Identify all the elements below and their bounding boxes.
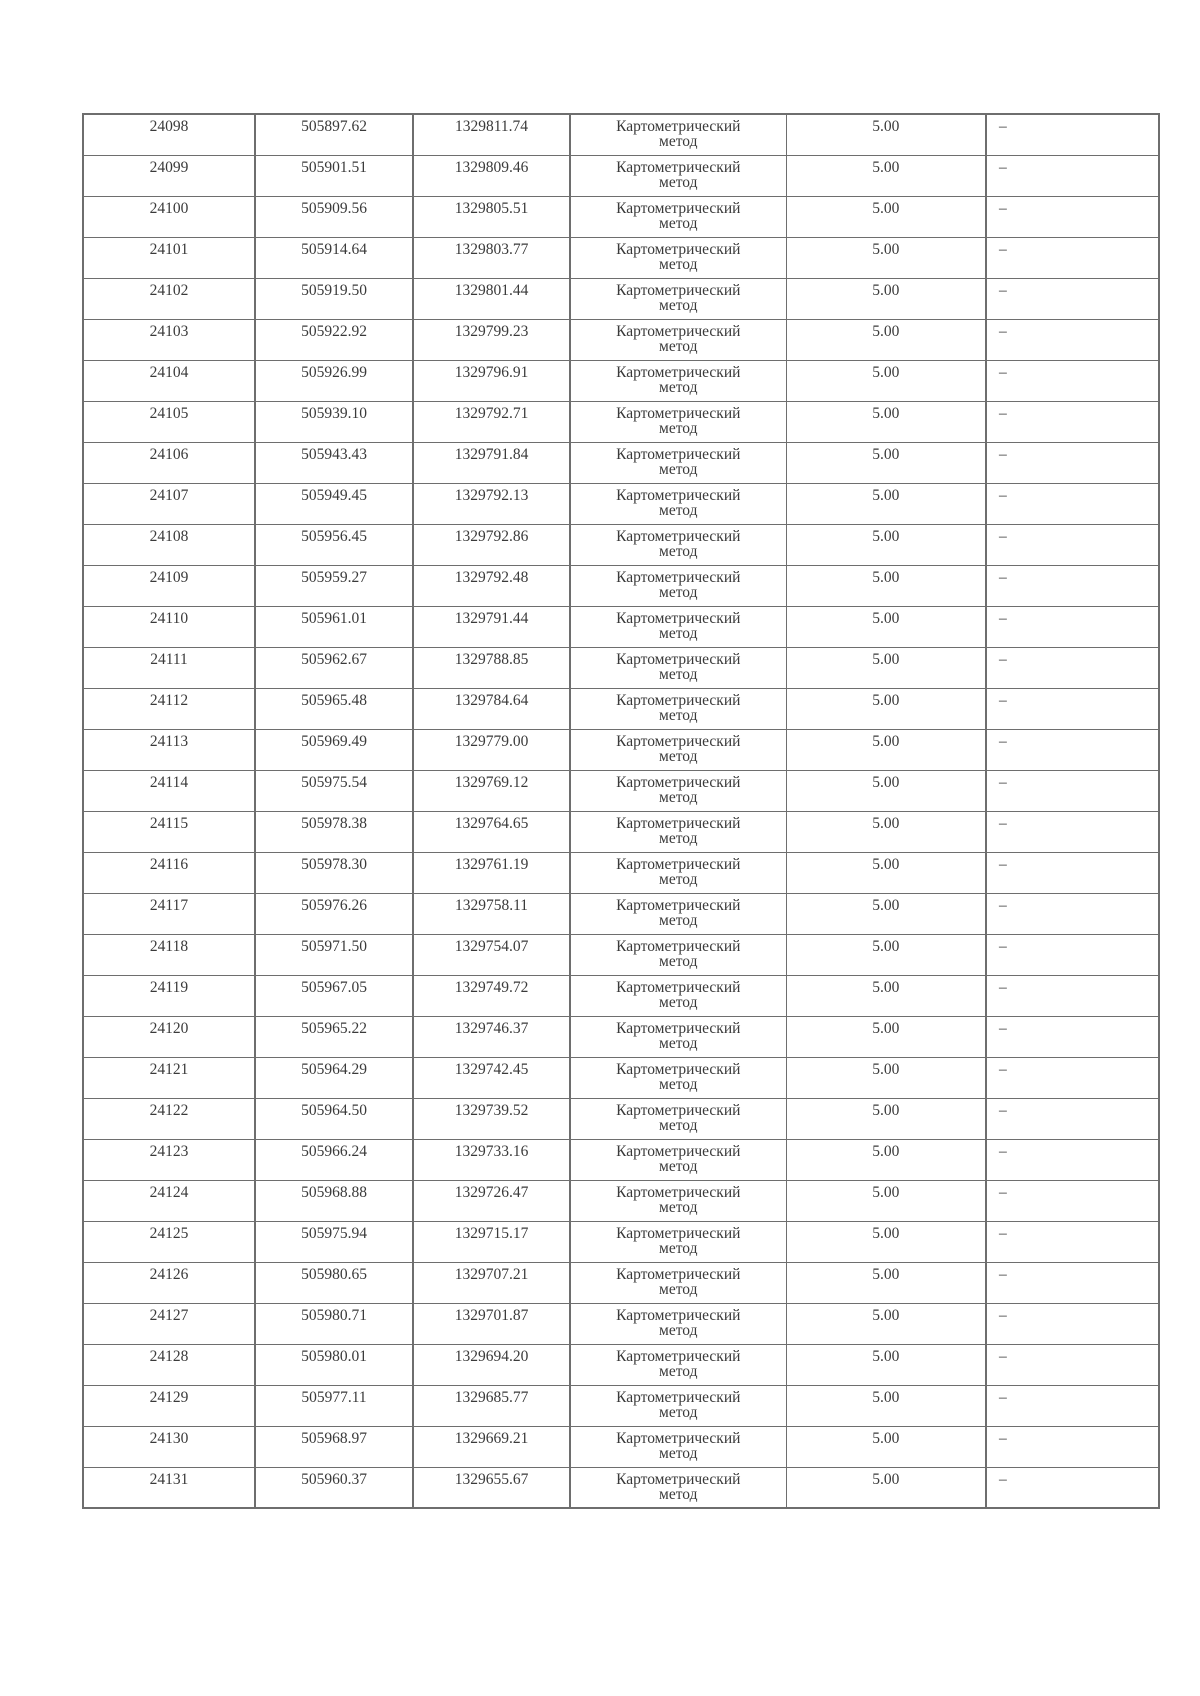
description-cell: –: [986, 934, 1159, 975]
description-cell: –: [986, 893, 1159, 934]
point-number-cell: 24107: [83, 483, 255, 524]
x-coordinate-cell: 505968.97: [255, 1426, 413, 1467]
x-coordinate-cell: 505926.99: [255, 360, 413, 401]
y-coordinate-cell: 1329811.74: [413, 114, 570, 155]
description-cell: –: [986, 688, 1159, 729]
table-row: [83, 114, 1159, 155]
coordinates-table: [82, 113, 1160, 1509]
y-coordinate-cell: 1329792.48: [413, 565, 570, 606]
table-row: [83, 1057, 1159, 1098]
table-row: [83, 319, 1159, 360]
x-coordinate-cell: 505980.01: [255, 1344, 413, 1385]
accuracy-cell: 5.00: [786, 1303, 986, 1344]
method-cell: Картометрический метод: [570, 237, 786, 278]
y-coordinate-cell: 1329809.46: [413, 155, 570, 196]
description-cell: –: [986, 401, 1159, 442]
point-number-cell: 24101: [83, 237, 255, 278]
description-cell: –: [986, 114, 1159, 155]
point-number-cell: 24114: [83, 770, 255, 811]
accuracy-cell: 5.00: [786, 811, 986, 852]
description-cell: –: [986, 278, 1159, 319]
accuracy-cell: 5.00: [786, 688, 986, 729]
accuracy-cell: 5.00: [786, 114, 986, 155]
x-coordinate-cell: 505975.54: [255, 770, 413, 811]
method-cell: Картометрический метод: [570, 975, 786, 1016]
accuracy-cell: 5.00: [786, 1057, 986, 1098]
x-coordinate-cell: 505964.50: [255, 1098, 413, 1139]
x-coordinate-cell: 505901.51: [255, 155, 413, 196]
accuracy-cell: 5.00: [786, 155, 986, 196]
y-coordinate-cell: 1329801.44: [413, 278, 570, 319]
y-coordinate-cell: 1329669.21: [413, 1426, 570, 1467]
x-coordinate-cell: 505967.05: [255, 975, 413, 1016]
y-coordinate-cell: 1329799.23: [413, 319, 570, 360]
table-row: [83, 1221, 1159, 1262]
accuracy-cell: 5.00: [786, 278, 986, 319]
accuracy-cell: 5.00: [786, 1016, 986, 1057]
description-cell: –: [986, 524, 1159, 565]
y-coordinate-cell: 1329784.64: [413, 688, 570, 729]
table-row: [83, 852, 1159, 893]
description-cell: –: [986, 196, 1159, 237]
description-cell: –: [986, 155, 1159, 196]
description-cell: –: [986, 1057, 1159, 1098]
y-coordinate-cell: 1329733.16: [413, 1139, 570, 1180]
point-number-cell: 24122: [83, 1098, 255, 1139]
x-coordinate-cell: 505977.11: [255, 1385, 413, 1426]
table-row: [83, 360, 1159, 401]
point-number-cell: 24125: [83, 1221, 255, 1262]
x-coordinate-cell: 505968.88: [255, 1180, 413, 1221]
x-coordinate-cell: 505965.22: [255, 1016, 413, 1057]
x-coordinate-cell: 505971.50: [255, 934, 413, 975]
method-cell: Картометрический метод: [570, 1016, 786, 1057]
method-cell: Картометрический метод: [570, 729, 786, 770]
point-number-cell: 24121: [83, 1057, 255, 1098]
accuracy-cell: 5.00: [786, 524, 986, 565]
table-row: [83, 647, 1159, 688]
y-coordinate-cell: 1329754.07: [413, 934, 570, 975]
x-coordinate-cell: 505949.45: [255, 483, 413, 524]
point-number-cell: 24116: [83, 852, 255, 893]
x-coordinate-cell: 505914.64: [255, 237, 413, 278]
point-number-cell: 24128: [83, 1344, 255, 1385]
table-row: [83, 196, 1159, 237]
table-row: [83, 893, 1159, 934]
method-cell: Картометрический метод: [570, 1303, 786, 1344]
description-cell: –: [986, 1139, 1159, 1180]
accuracy-cell: 5.00: [786, 647, 986, 688]
table-row: [83, 606, 1159, 647]
method-cell: Картометрический метод: [570, 893, 786, 934]
coordinates-table-body: [83, 114, 1159, 1508]
description-cell: –: [986, 811, 1159, 852]
description-cell: –: [986, 360, 1159, 401]
accuracy-cell: 5.00: [786, 606, 986, 647]
method-cell: Картометрический метод: [570, 319, 786, 360]
description-cell: –: [986, 770, 1159, 811]
table-row: [83, 155, 1159, 196]
method-cell: Картометрический метод: [570, 1344, 786, 1385]
method-cell: Картометрический метод: [570, 1139, 786, 1180]
method-cell: Картометрический метод: [570, 811, 786, 852]
point-number-cell: 24123: [83, 1139, 255, 1180]
x-coordinate-cell: 505909.56: [255, 196, 413, 237]
table-row: [83, 1426, 1159, 1467]
x-coordinate-cell: 505962.67: [255, 647, 413, 688]
table-row: [83, 278, 1159, 319]
table-row: [83, 524, 1159, 565]
description-cell: –: [986, 975, 1159, 1016]
point-number-cell: 24111: [83, 647, 255, 688]
method-cell: Картометрический метод: [570, 483, 786, 524]
method-cell: Картометрический метод: [570, 1385, 786, 1426]
method-cell: Картометрический метод: [570, 1467, 786, 1508]
point-number-cell: 24098: [83, 114, 255, 155]
x-coordinate-cell: 505980.65: [255, 1262, 413, 1303]
method-cell: Картометрический метод: [570, 278, 786, 319]
table-row: [83, 237, 1159, 278]
method-cell: Картометрический метод: [570, 401, 786, 442]
accuracy-cell: 5.00: [786, 770, 986, 811]
y-coordinate-cell: 1329764.65: [413, 811, 570, 852]
accuracy-cell: 5.00: [786, 934, 986, 975]
table-row: [83, 1467, 1159, 1508]
accuracy-cell: 5.00: [786, 852, 986, 893]
point-number-cell: 24118: [83, 934, 255, 975]
description-cell: –: [986, 319, 1159, 360]
point-number-cell: 24104: [83, 360, 255, 401]
method-cell: Картометрический метод: [570, 770, 786, 811]
x-coordinate-cell: 505943.43: [255, 442, 413, 483]
accuracy-cell: 5.00: [786, 1262, 986, 1303]
y-coordinate-cell: 1329701.87: [413, 1303, 570, 1344]
y-coordinate-cell: 1329805.51: [413, 196, 570, 237]
x-coordinate-cell: 505965.48: [255, 688, 413, 729]
y-coordinate-cell: 1329758.11: [413, 893, 570, 934]
x-coordinate-cell: 505959.27: [255, 565, 413, 606]
point-number-cell: 24120: [83, 1016, 255, 1057]
description-cell: –: [986, 1221, 1159, 1262]
x-coordinate-cell: 505922.92: [255, 319, 413, 360]
description-cell: –: [986, 1303, 1159, 1344]
x-coordinate-cell: 505919.50: [255, 278, 413, 319]
y-coordinate-cell: 1329749.72: [413, 975, 570, 1016]
accuracy-cell: 5.00: [786, 1385, 986, 1426]
accuracy-cell: 5.00: [786, 1180, 986, 1221]
y-coordinate-cell: 1329796.91: [413, 360, 570, 401]
accuracy-cell: 5.00: [786, 1344, 986, 1385]
x-coordinate-cell: 505897.62: [255, 114, 413, 155]
y-coordinate-cell: 1329746.37: [413, 1016, 570, 1057]
y-coordinate-cell: 1329769.12: [413, 770, 570, 811]
x-coordinate-cell: 505964.29: [255, 1057, 413, 1098]
method-cell: Картометрический метод: [570, 196, 786, 237]
point-number-cell: 24117: [83, 893, 255, 934]
point-number-cell: 24103: [83, 319, 255, 360]
method-cell: Картометрический метод: [570, 1180, 786, 1221]
y-coordinate-cell: 1329788.85: [413, 647, 570, 688]
table-row: [83, 1016, 1159, 1057]
point-number-cell: 24100: [83, 196, 255, 237]
method-cell: Картометрический метод: [570, 442, 786, 483]
accuracy-cell: 5.00: [786, 1221, 986, 1262]
y-coordinate-cell: 1329792.86: [413, 524, 570, 565]
point-number-cell: 24119: [83, 975, 255, 1016]
method-cell: Картометрический метод: [570, 524, 786, 565]
table-row: [83, 934, 1159, 975]
table-row: [83, 770, 1159, 811]
y-coordinate-cell: 1329803.77: [413, 237, 570, 278]
description-cell: –: [986, 1262, 1159, 1303]
table-row: [83, 401, 1159, 442]
accuracy-cell: 5.00: [786, 1098, 986, 1139]
point-number-cell: 24113: [83, 729, 255, 770]
description-cell: –: [986, 1426, 1159, 1467]
method-cell: Картометрический метод: [570, 114, 786, 155]
point-number-cell: 24106: [83, 442, 255, 483]
description-cell: –: [986, 1344, 1159, 1385]
table-row: [83, 1344, 1159, 1385]
method-cell: Картометрический метод: [570, 688, 786, 729]
method-cell: Картометрический метод: [570, 1098, 786, 1139]
table-row: [83, 1385, 1159, 1426]
description-cell: –: [986, 1016, 1159, 1057]
description-cell: –: [986, 565, 1159, 606]
accuracy-cell: 5.00: [786, 975, 986, 1016]
y-coordinate-cell: 1329779.00: [413, 729, 570, 770]
method-cell: Картометрический метод: [570, 647, 786, 688]
description-cell: –: [986, 1385, 1159, 1426]
accuracy-cell: 5.00: [786, 196, 986, 237]
accuracy-cell: 5.00: [786, 237, 986, 278]
table-row: [83, 688, 1159, 729]
table-row: [83, 1303, 1159, 1344]
point-number-cell: 24099: [83, 155, 255, 196]
description-cell: –: [986, 442, 1159, 483]
point-number-cell: 24110: [83, 606, 255, 647]
point-number-cell: 24112: [83, 688, 255, 729]
accuracy-cell: 5.00: [786, 565, 986, 606]
y-coordinate-cell: 1329694.20: [413, 1344, 570, 1385]
method-cell: Картометрический метод: [570, 360, 786, 401]
table-row: [83, 1098, 1159, 1139]
x-coordinate-cell: 505976.26: [255, 893, 413, 934]
description-cell: –: [986, 1180, 1159, 1221]
accuracy-cell: 5.00: [786, 360, 986, 401]
x-coordinate-cell: 505961.01: [255, 606, 413, 647]
method-cell: Картометрический метод: [570, 852, 786, 893]
description-cell: –: [986, 647, 1159, 688]
y-coordinate-cell: 1329707.21: [413, 1262, 570, 1303]
accuracy-cell: 5.00: [786, 1426, 986, 1467]
method-cell: Картометрический метод: [570, 155, 786, 196]
method-cell: Картометрический метод: [570, 565, 786, 606]
table-row: [83, 483, 1159, 524]
y-coordinate-cell: 1329655.67: [413, 1467, 570, 1508]
accuracy-cell: 5.00: [786, 442, 986, 483]
point-number-cell: 24105: [83, 401, 255, 442]
x-coordinate-cell: 505939.10: [255, 401, 413, 442]
x-coordinate-cell: 505980.71: [255, 1303, 413, 1344]
y-coordinate-cell: 1329791.44: [413, 606, 570, 647]
method-cell: Картометрический метод: [570, 606, 786, 647]
accuracy-cell: 5.00: [786, 401, 986, 442]
point-number-cell: 24124: [83, 1180, 255, 1221]
table-row: [83, 811, 1159, 852]
method-cell: Картометрический метод: [570, 1262, 786, 1303]
y-coordinate-cell: 1329792.13: [413, 483, 570, 524]
point-number-cell: 24102: [83, 278, 255, 319]
table-row: [83, 1139, 1159, 1180]
description-cell: –: [986, 1098, 1159, 1139]
method-cell: Картометрический метод: [570, 1426, 786, 1467]
accuracy-cell: 5.00: [786, 893, 986, 934]
table-row: [83, 1262, 1159, 1303]
point-number-cell: 24127: [83, 1303, 255, 1344]
point-number-cell: 24108: [83, 524, 255, 565]
accuracy-cell: 5.00: [786, 1139, 986, 1180]
point-number-cell: 24109: [83, 565, 255, 606]
x-coordinate-cell: 505969.49: [255, 729, 413, 770]
description-cell: –: [986, 483, 1159, 524]
table-row: [83, 442, 1159, 483]
x-coordinate-cell: 505960.37: [255, 1467, 413, 1508]
x-coordinate-cell: 505978.30: [255, 852, 413, 893]
description-cell: –: [986, 1467, 1159, 1508]
y-coordinate-cell: 1329715.17: [413, 1221, 570, 1262]
x-coordinate-cell: 505978.38: [255, 811, 413, 852]
description-cell: –: [986, 237, 1159, 278]
description-cell: –: [986, 852, 1159, 893]
point-number-cell: 24126: [83, 1262, 255, 1303]
point-number-cell: 24131: [83, 1467, 255, 1508]
accuracy-cell: 5.00: [786, 483, 986, 524]
accuracy-cell: 5.00: [786, 1467, 986, 1508]
description-cell: –: [986, 729, 1159, 770]
accuracy-cell: 5.00: [786, 729, 986, 770]
y-coordinate-cell: 1329761.19: [413, 852, 570, 893]
point-number-cell: 24129: [83, 1385, 255, 1426]
y-coordinate-cell: 1329726.47: [413, 1180, 570, 1221]
y-coordinate-cell: 1329685.77: [413, 1385, 570, 1426]
table-row: [83, 1180, 1159, 1221]
y-coordinate-cell: 1329792.71: [413, 401, 570, 442]
method-cell: Картометрический метод: [570, 1221, 786, 1262]
table-row: [83, 729, 1159, 770]
y-coordinate-cell: 1329791.84: [413, 442, 570, 483]
x-coordinate-cell: 505956.45: [255, 524, 413, 565]
x-coordinate-cell: 505966.24: [255, 1139, 413, 1180]
method-cell: Картометрический метод: [570, 934, 786, 975]
y-coordinate-cell: 1329739.52: [413, 1098, 570, 1139]
x-coordinate-cell: 505975.94: [255, 1221, 413, 1262]
accuracy-cell: 5.00: [786, 319, 986, 360]
point-number-cell: 24115: [83, 811, 255, 852]
table-row: [83, 565, 1159, 606]
method-cell: Картометрический метод: [570, 1057, 786, 1098]
description-cell: –: [986, 606, 1159, 647]
point-number-cell: 24130: [83, 1426, 255, 1467]
y-coordinate-cell: 1329742.45: [413, 1057, 570, 1098]
table-row: [83, 975, 1159, 1016]
